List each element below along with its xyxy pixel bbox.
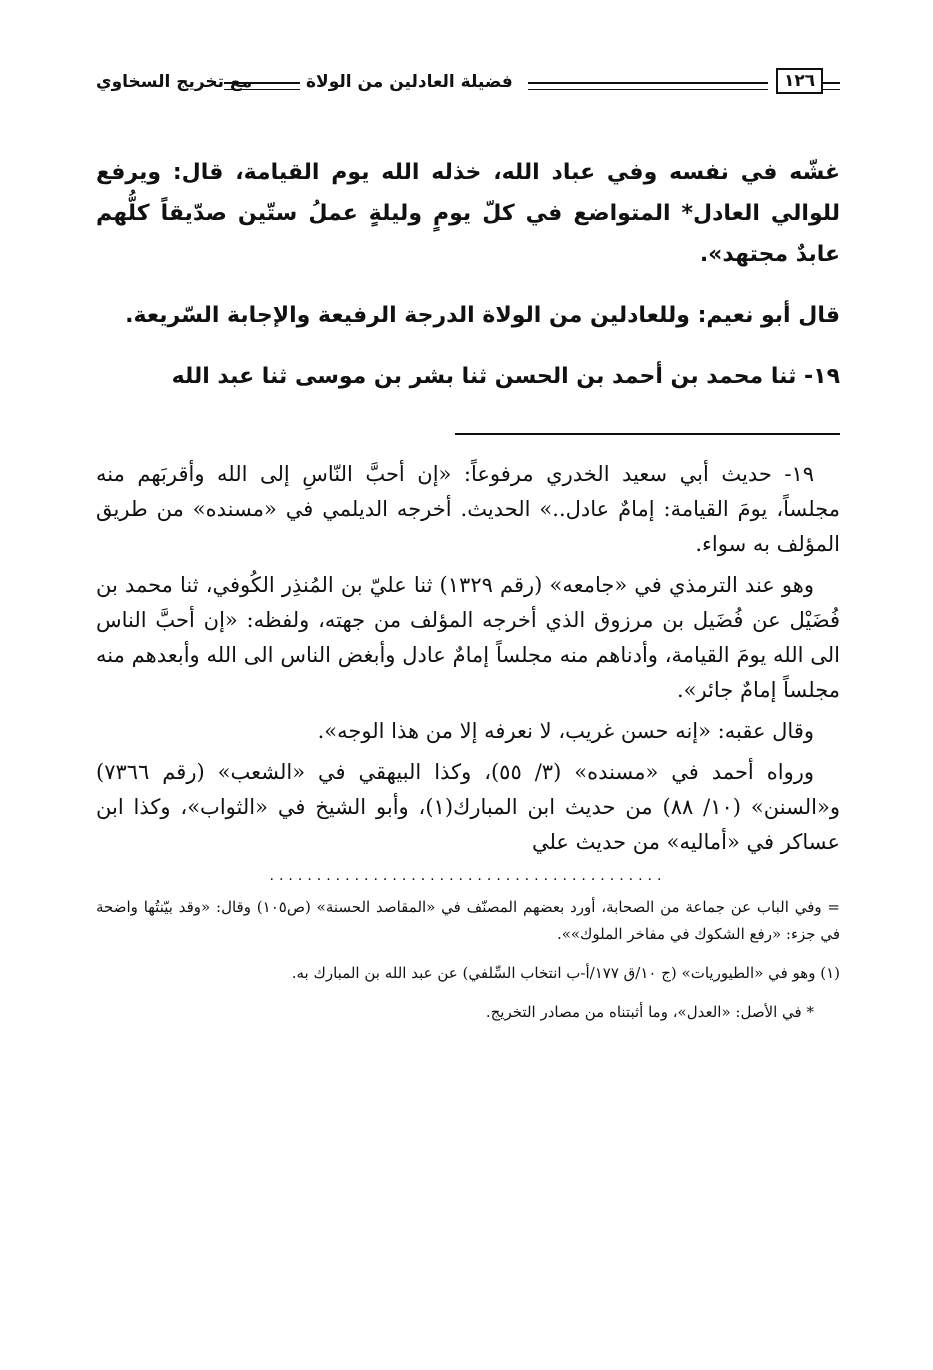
main-paragraph: قال أبو نعيم: وللعادلين من الولاة الدرجة الرفيعة والإجابة السّريعة. xyxy=(125,303,840,328)
takhrij-notes xyxy=(96,457,840,860)
footnote-continued: = وفي الباب عن جماعة من الصحابة، أورد بعضهم المصنّف في «المقاصد الحسنة» (ص١٠٥) وقال: «وقد بيّنتُها واضحة في جزء: «رفع الشكوك في مفاخر الملوك»». xyxy=(96,898,841,943)
page-header xyxy=(96,60,840,112)
header-appendix-title: مع تخريج السخاوي xyxy=(96,72,253,92)
note-paragraph: وهو عند الترمذي في «جامعه» (رقم ١٣٢٩) ثنا عليّ بن المُنذِر الكُوفي، ثنا محمد بن فُضَيْل عن فُضَيل بن مرزوق الذي أخرجه المؤلف من جهته، ولفظه: «إن أحبَّ الناس الى الله يومَ القيامة، وأدناهم منه مجلساً إمامٌ عادل وأبغض الناس الى الله وأبعدهم منه مجلساً إمامٌ جائر». xyxy=(96,573,840,702)
hadith-chain-19: ١٩- ثنا محمد بن أحمد بن الحسن ثنا بشر بن موسى ثنا عبد الله xyxy=(171,364,840,389)
header-book-title: فضيلة العادلين من الولاة xyxy=(306,72,513,92)
footnote-divider xyxy=(455,433,840,435)
footnotes xyxy=(96,894,840,1026)
note-paragraph: وقال عقبه: «إنه حسن غريب، لا نعرفه إلا من هذا الوجه». xyxy=(317,719,814,743)
note-paragraph: ورواه أحمد في «مسنده» (٣/ ٥٥)، وكذا البيهقي في «الشعب» (رقم ٧٣٦٦) و«السنن» (١٠/ ٨٨) من حديث ابن المبارك(١)، وأبو الشيخ في «الثواب»، وكذا ابن عساكر في «أماليه» من حديث علي xyxy=(96,760,840,854)
header-rule-right xyxy=(822,82,840,90)
book-page xyxy=(96,60,840,1038)
main-text xyxy=(96,152,840,397)
main-paragraph: غشّه في نفسه وفي عباد الله، خذله الله يوم القيامة، قال: ويرفع للوالي العادل* المتواضع في كلّ يومٍ وليلةٍ عملُ ستّين صدّيقاً كلُّهم عابدٌ مجتهد». xyxy=(96,160,840,267)
header-rule-middle xyxy=(528,82,768,90)
page-number: ١٢٦ xyxy=(776,68,823,94)
note-paragraph: ١٩- حديث أبي سعيد الخدري مرفوعاً: «إن أحبَّ النّاسِ إلى الله وأقربَهم منه مجلساً، يومَ القيامة: إمامٌ عادل..» الحديث. أخرجه الديلمي في «مسنده» من طريق المؤلف به سواء. xyxy=(96,462,840,556)
footnote-1: (١) وهو في «الطيوريات» (ج ١٠/ق ١٧٧/أ-ب انتخاب السِّلفي) عن عبد الله بن المبارك به. xyxy=(291,964,840,982)
continuation-dots: .......................................... xyxy=(269,868,667,884)
footnote-star: * في الأصل: «العدل»، وما أثبتناه من مصادر التخريج. xyxy=(485,1003,814,1021)
header-rule-left xyxy=(224,82,300,90)
